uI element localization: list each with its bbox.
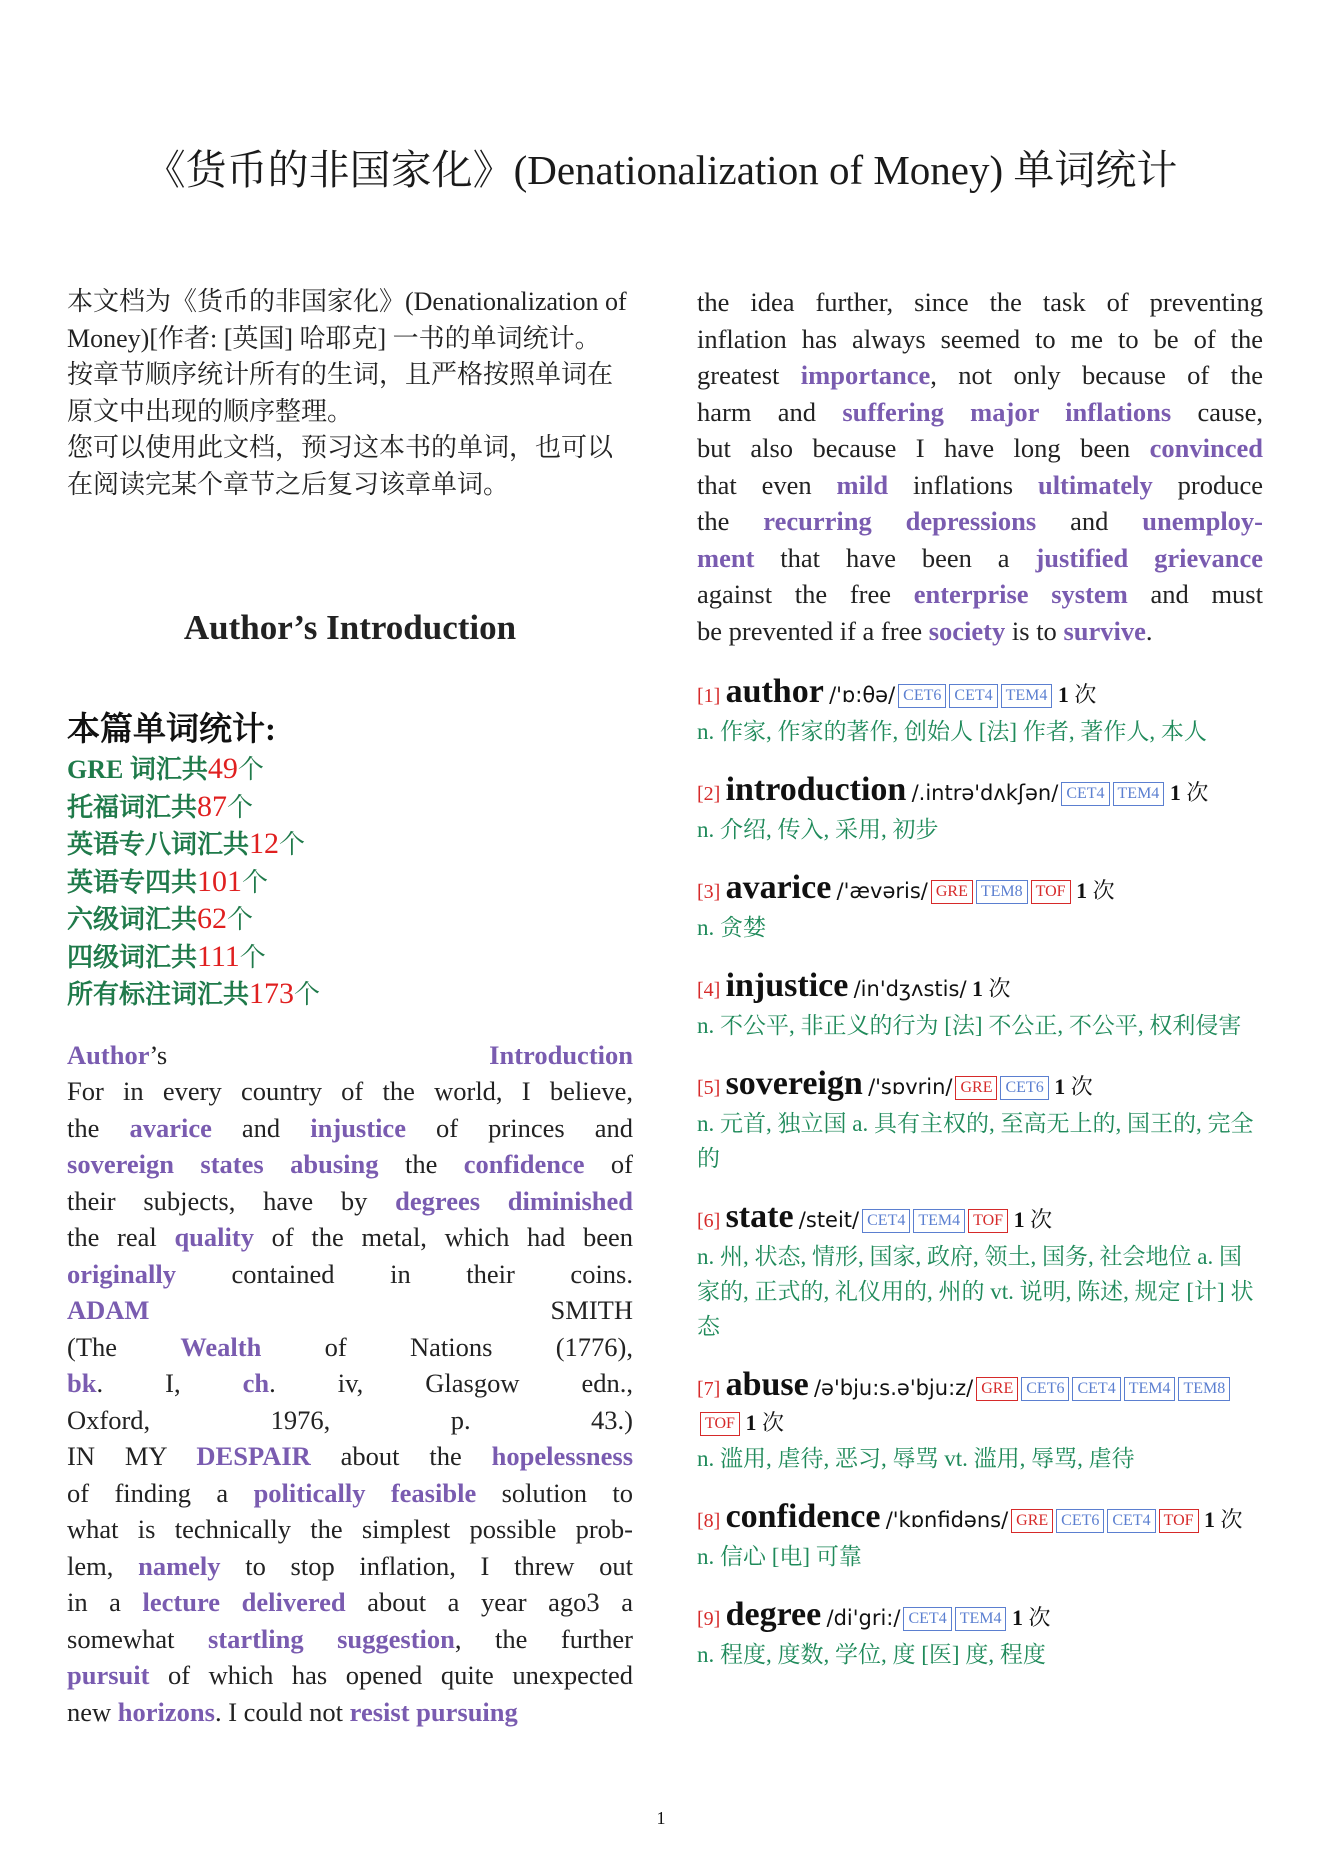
text-line: Author’s Introduction [67,1039,633,1070]
stat-unit: 个 [237,755,264,784]
text-line: somewhat startling suggestion, the further [67,1623,633,1654]
highlighted-word: injustice [310,1112,406,1143]
level-tag: GRE [955,1076,997,1100]
level-tag: CET6 [1056,1509,1104,1533]
text-line: ADAM SMITH [67,1295,633,1325]
stat-unit: 个 [279,830,306,859]
definition: n. 介绍, 传入, 采用, 初步 [697,817,939,842]
highlighted-word: lecture delivered [142,1587,346,1617]
entry-headline [697,1598,1263,1636]
highlighted-word: hopelessness [491,1441,634,1471]
occurrence-count [967,976,1011,1001]
text-line: what is technically the simplest possible prob- [67,1514,633,1544]
text-line: the recurring depressions and unemploy- [697,506,1264,536]
definition: n. 作家, 作家的著作, 创始人 [法] 作者, 著作人, 本人 [697,719,1207,744]
level-tag: TEM4 [1113,782,1165,806]
stat-unit: 个 [242,867,269,897]
level-tag: CET6 [1000,1076,1048,1100]
vocabulary-list [697,675,1263,1672]
stat-unit: 个 [294,980,321,1009]
highlighted-word: recurring depressions [763,506,1037,536]
vocab-entry [697,1368,1263,1476]
headword: confidence [725,1498,881,1535]
count-unit: 次 [1074,682,1097,707]
entry-headline [697,675,1263,713]
level-tag: CET4 [1107,1509,1155,1533]
phonetic: /'ɒ:θə/ [829,683,896,707]
highlighted-word: originally [67,1258,176,1289]
level-tag: TEM4 [913,1209,965,1233]
definition: n. 不公平, 非正义的行为 [法] 不公正, 不公平, 权利侵害 [697,1013,1242,1038]
stat-label: 所有标注词汇共 [67,980,250,1009]
entry-index: [8] [697,1510,721,1532]
entry-headline [697,1067,1263,1105]
text-line: lem, namely to stop inflation, I threw out [67,1550,633,1581]
highlighted-word: suffering major inflations [842,396,1172,427]
definition: n. 滥用, 虐待, 恶习, 辱骂 vt. 滥用, 辱骂, 虐待 [697,1446,1135,1471]
text-line: For in every country of the world, I believe, [67,1076,633,1106]
stats-list [67,751,633,1014]
count-number: 1 [1204,1507,1216,1532]
level-tag: CET4 [949,684,997,708]
occurrence-count [1164,780,1208,805]
occurrence-count [740,1410,784,1435]
headword: injustice [725,967,849,1004]
highlighted-word: convinced [1149,433,1263,463]
occurrence-count [1071,878,1115,903]
highlighted-word: ADAM [67,1295,150,1325]
level-tag: CET6 [1021,1377,1069,1401]
headword: avarice [725,869,832,906]
level-tag: CET6 [898,684,946,708]
stat-label: 英语专四共 [67,867,198,897]
definition: n. 州, 状态, 情形, 国家, 政府, 领土, 国务, 社会地位 a. 国家的, 正式的, 礼仪用的, 州的 vt. 说明, 陈述, 规定 [计] 状态 [697,1244,1254,1339]
stat-count: 101 [197,864,243,898]
definition: n. 贪婪 [697,915,766,940]
stat-unit: 个 [239,942,266,972]
stat-count: 111 [197,939,240,973]
highlighted-word: degrees diminished [395,1185,633,1216]
vocab-entry [697,969,1263,1043]
stat-label: 六级词汇共 [67,905,198,934]
entry-headline [697,773,1263,811]
entry-index: [6] [697,1210,721,1232]
stat-label: 四级词汇共 [67,942,198,972]
highlighted-word: politically feasible [253,1477,477,1508]
highlighted-word: ment [697,542,755,573]
text-line: harm and suffering major inflations cause, [697,396,1263,427]
stat-row [67,901,633,939]
stat-row [67,939,633,977]
entry-headline [697,1368,1263,1440]
vocab-entry [697,1067,1263,1176]
count-unit: 次 [1070,1074,1093,1099]
phonetic: /'kɒnfidəns/ [885,1508,1009,1532]
text-line: of finding a politically feasible solution to [67,1477,634,1508]
phonetic: /'ævəris/ [836,879,928,903]
count-number: 1 [1013,1207,1025,1232]
stat-row [67,789,633,827]
vocab-entry [697,675,1263,749]
vocab-entry [697,871,1263,945]
highlighted-word: Introduction [489,1039,633,1070]
highlighted-word: pursuit [67,1660,150,1690]
vocab-entry [697,773,1263,847]
highlighted-word: namely [138,1550,221,1581]
count-number: 1 [1169,780,1181,805]
right-column [697,284,1263,1672]
count-unit: 次 [1186,780,1209,805]
phonetic: /steit/ [798,1208,860,1232]
level-tag: TOF [700,1412,740,1436]
entry-index: [3] [697,881,721,903]
highlighted-word: ultimately [1037,469,1153,500]
occurrence-count [1049,1074,1093,1099]
entry-headline [697,871,1263,909]
intro-paragraph: 您可以使用此文档，预习这本书的单词，也可以在阅读完某个章节之后复习该章单词。 [67,433,614,499]
text-line: their subjects, have by degrees diminished [67,1185,633,1216]
level-tag: TEM8 [976,880,1028,904]
stat-unit: 个 [227,905,254,934]
occurrence-count [1052,682,1096,707]
count-unit: 次 [1220,1507,1243,1532]
headword: state [725,1198,794,1235]
document-title: 《货币的非国家化》(Denationalization of Money) 单词统计 [144,147,1178,193]
stats-title: 本篇单词统计: [67,712,276,748]
headword: abuse [725,1366,809,1403]
level-tag: TEM4 [955,1607,1007,1631]
text-line: pursuit of which has opened quite unexpected [67,1660,633,1690]
count-unit: 次 [1030,1207,1053,1232]
entry-headline [697,1200,1263,1238]
text-line: (The Wealth of Nations (1776), [67,1331,633,1362]
headword: author [725,673,824,710]
stat-count: 87 [197,789,228,823]
stat-count: 62 [197,902,228,935]
stat-row [67,751,633,789]
occurrence-count [1008,1207,1052,1232]
text-line: inflation has always seemed to me to be of the [697,323,1263,354]
level-tag: GRE [1011,1509,1053,1533]
highlighted-word: bk [67,1368,97,1398]
text-line: in a lecture delivered about a year ago3 a [67,1587,634,1617]
highlighted-word: startling suggestion [207,1623,455,1654]
entry-index: [5] [697,1077,721,1099]
highlighted-word: ch [242,1368,270,1398]
level-tag: CET4 [1072,1377,1120,1401]
highlighted-word: sovereign states abusing [67,1149,379,1179]
entry-headline [697,969,1263,1007]
text-line: ment that have been a justified grievance [697,542,1263,573]
phonetic: /'sɒvrin/ [868,1075,953,1099]
highlighted-word: justified grievance [1035,542,1263,573]
headword: introduction [725,771,907,808]
entry-index: [2] [697,783,721,805]
definition: n. 信心 [电] 可靠 [697,1544,862,1569]
level-tag: TEM8 [1178,1377,1230,1401]
count-unit: 次 [1092,878,1115,903]
vocab-entry [697,1500,1263,1574]
text-line: be prevented if a free society is to survive. [697,615,1153,646]
text-line: against the free enterprise system and must [697,579,1263,609]
highlighted-word: unemploy- [1142,506,1264,536]
vocab-entry [697,1200,1263,1344]
level-tag: TOF [1031,880,1071,904]
phonetic: /.intrə'dʌkʃən/ [911,781,1059,805]
text-line: greatest importance, not only because of the [697,360,1263,390]
section-heading: Author’s Introduction [183,608,517,647]
passage-text-left [67,1037,633,1731]
text-line: that even mild inflations ultimately produce [697,469,1263,500]
stat-count: 173 [249,977,295,1010]
text-line: but also because I have long been convinced [697,433,1263,463]
stat-row [67,826,633,864]
level-tag: CET4 [1061,782,1109,806]
text-line: IN MY DESPAIR about the hopelessness [67,1441,634,1471]
stat-count: 49 [207,752,238,785]
text-line: the avarice and injustice of princes and [67,1112,634,1143]
intro-block [67,284,633,503]
phonetic: /in'dʒʌstis/ [853,977,967,1001]
highlighted-word: quality [174,1222,254,1252]
count-number: 1 [1054,1074,1066,1099]
headword: degree [725,1596,822,1633]
left-column [67,284,633,1730]
stat-label: 英语专八词汇共 [67,830,250,859]
count-number: 1 [745,1410,757,1435]
count-number: 1 [1011,1605,1023,1630]
page-number: 1 [656,1808,666,1828]
count-number: 1 [1057,682,1069,707]
highlighted-word: confidence [463,1149,585,1179]
count-unit: 次 [1028,1605,1051,1630]
definition: n. 程度, 度数, 学位, 度 [医] 度, 程度 [697,1642,1046,1667]
count-unit: 次 [988,976,1011,1001]
stat-row [67,976,633,1014]
highlighted-word: mild [836,469,889,500]
level-tag: GRE [976,1377,1018,1401]
phonetic: /di'gri:/ [826,1606,901,1630]
level-tag: TOF [968,1209,1008,1233]
level-tag: CET4 [862,1209,910,1233]
count-unit: 次 [761,1410,784,1435]
level-tag: TOF [1159,1509,1199,1533]
occurrence-count [1199,1507,1243,1532]
level-tag: GRE [931,880,973,904]
phonetic: /ə'bju:s.ə'bju:z/ [813,1376,974,1400]
highlighted-word: survive [1063,615,1146,646]
entry-index: [1] [697,685,721,707]
highlighted-word: enterprise system [913,579,1128,609]
stat-unit: 个 [227,792,254,822]
occurrence-count [1006,1605,1050,1630]
stat-label: 托福词汇共 [67,792,198,822]
text-line: bk. I, ch. iv, Glasgow edn., [67,1368,633,1398]
count-number: 1 [1076,878,1088,903]
level-tag: TEM4 [1124,1377,1176,1401]
text-line: the real quality of the metal, which had been [67,1222,633,1252]
highlighted-word: Wealth [180,1331,262,1362]
text-line: Oxford, 1976, p. 43.) [67,1404,633,1435]
passage-text-right [697,284,1263,649]
entry-index: [9] [697,1608,721,1630]
highlighted-word: DESPAIR [196,1441,311,1471]
highlighted-word: resist pursuing [349,1696,518,1727]
headword: sovereign [725,1065,863,1102]
definition: n. 元首, 独立国 a. 具有主权的, 至高无上的, 国王的, 完全的 [697,1111,1254,1171]
highlighted-word: Author [67,1039,150,1070]
entry-index: [7] [697,1378,721,1400]
stat-row [67,864,633,902]
highlighted-word: society [928,615,1006,646]
highlighted-word: avarice [129,1112,212,1143]
intro-paragraph: 本文档为《货币的非国家化》(Denationalization of Money)[作者: [英国] 哈耶克] 一书的单词统计。 [67,287,627,353]
text-line: the idea further, since the task of preventing [697,287,1263,317]
highlighted-word: importance [800,360,931,390]
highlighted-word: horizons [117,1696,215,1727]
vocab-entry [697,1598,1263,1672]
level-tag: TEM4 [1001,684,1053,708]
stat-count: 12 [249,827,280,860]
entry-headline [697,1500,1263,1538]
stat-label: GRE 词汇共 [67,755,208,784]
intro-paragraph: 按章节顺序统计所有的生词，且严格按照单词在原文中出现的顺序整理。 [67,360,614,426]
text-line: originally contained in their coins. [67,1258,633,1289]
text-line: sovereign states abusing the confidence of [67,1149,633,1179]
text-line: new horizons. I could not resist pursuing [67,1696,518,1727]
level-tag: CET4 [903,1607,951,1631]
count-number: 1 [972,976,984,1001]
entry-index: [4] [697,979,721,1001]
